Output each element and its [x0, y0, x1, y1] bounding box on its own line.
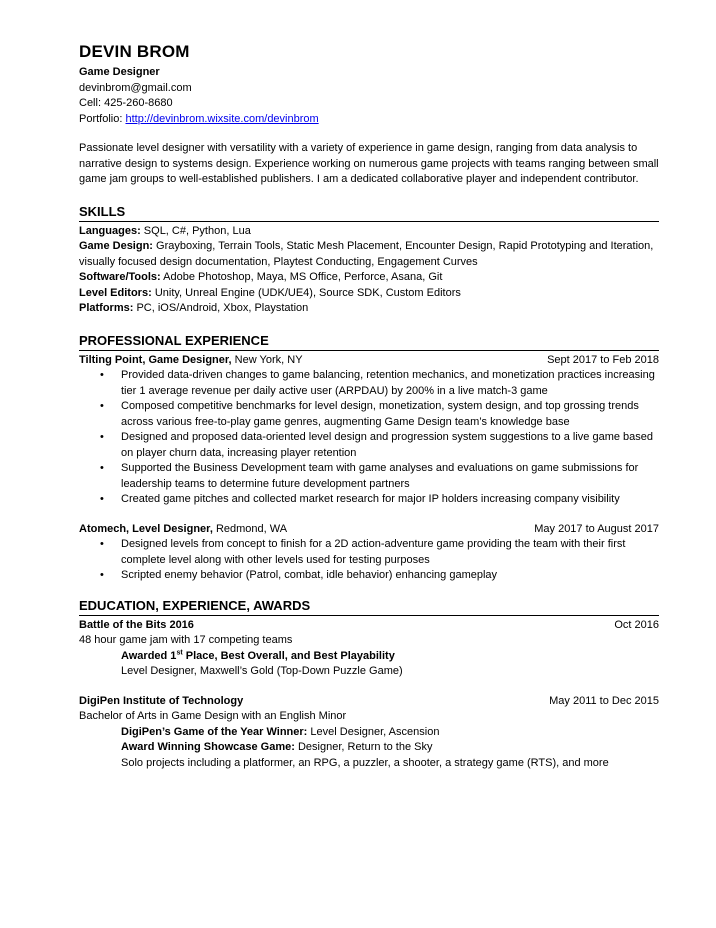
bullet-item: • Designed levels from concept to finish for a 2D action-adventure game providing the team with their first complete level along with other levels used for testing purposes [121, 537, 659, 568]
degree-text: Bachelor of Arts in Game Design with an English Minor [79, 710, 347, 722]
skill-value: Adobe Photoshop, Maya, MS Office, Perforce, Asana, Git [163, 271, 443, 283]
skill-item [79, 224, 659, 240]
skill-label: Level Editors: [79, 286, 152, 299]
award-line [79, 649, 659, 665]
portfolio-label: Portfolio: [79, 112, 123, 125]
resume-header [79, 42, 659, 127]
portfolio-link[interactable]: http://devinbrom.wixsite.com/devinbrom [125, 112, 319, 125]
skill-label: Languages: [79, 224, 141, 237]
job-header [79, 522, 659, 538]
award-text [121, 650, 395, 662]
bullet-item: • Created game pitches and collected market research for major IP holders increasing company visibility [121, 492, 659, 508]
job-bullets [79, 537, 659, 584]
job-location: Redmond, WA [215, 522, 288, 535]
job-header [79, 353, 659, 369]
award-pre: Awarded 1 [121, 649, 177, 662]
skill-item [79, 239, 659, 270]
job-bullets [79, 368, 659, 508]
candidate-role: Game Designer [79, 66, 160, 78]
education-title: EDUCATION, EXPERIENCE, AWARDS [79, 598, 659, 616]
bullet-item: • Scripted enemy behavior (Patrol, combat, idle behavior) enhancing gameplay [121, 568, 659, 584]
bullet-item: • Designed and proposed data-oriented level design and progression system suggestions to a live game based on player churn data, increasing player retention [121, 430, 659, 461]
phone-line [79, 96, 659, 112]
cell-number: 425-260-8680 [104, 97, 173, 109]
award-value: Designer, Return to the Sky [297, 741, 433, 753]
award-value: Level Designer, Ascension [310, 725, 440, 738]
event-header [79, 618, 659, 634]
event-role: Level Designer, Maxwell’s Gold (Top-Down Puzzle Game) [121, 665, 403, 677]
job-dates: Sept 2017 to Feb 2018 [547, 353, 659, 366]
experience-title: PROFESSIONAL EXPERIENCE [79, 333, 659, 351]
bullet-item: • Composed competitive benchmarks for level design, monetization, system design, and top grossing trends across various free-to-play game genres, augmenting Game Design team’s knowledge base [121, 399, 659, 430]
school-header [79, 694, 659, 710]
event-date: Oct 2016 [614, 618, 659, 631]
school-entry [79, 694, 659, 772]
cell-label: Cell: [79, 97, 102, 109]
skill-item [79, 286, 659, 302]
award-line [79, 725, 659, 741]
skill-value: Grayboxing, Terrain Tools, Static Mesh Placement, Encounter Design, Rapid Prototyping and Iteration, visually focused design documentation, Playtest Conducting, Engagement Curves [79, 240, 654, 268]
job-heading [79, 522, 287, 538]
job-title: Atomech, Level Designer, [79, 522, 213, 535]
job-entry [79, 522, 659, 584]
email-text: devinbrom@gmail.com [79, 81, 192, 94]
event-title: Battle of the Bits 2016 [79, 618, 194, 631]
school-dates: May 2011 to Dec 2015 [549, 694, 659, 707]
job-heading [79, 353, 303, 369]
skills-title: SKILLS [79, 204, 659, 222]
school-name: DigiPen Institute of Technology [79, 694, 244, 707]
job-dates: May 2017 to August 2017 [534, 522, 659, 535]
award-line [79, 740, 659, 756]
job-entry [79, 353, 659, 508]
award-label: Award Winning Showcase Game: [121, 741, 295, 753]
award-sup: st [176, 648, 183, 656]
skill-value: Unity, Unreal Engine (UDK/UE4), Source SDK, Custom Editors [154, 286, 461, 299]
skill-label: Platforms: [79, 302, 134, 314]
skill-item [79, 301, 659, 317]
job-location: New York, NY [234, 353, 303, 366]
bullet-item: • Provided data-driven changes to game balancing, retention mechanics, and monetization practices increasing tier 1 average revenue per daily active user (ARPDAU) by 200% in a live match-3 game [121, 368, 659, 399]
bullet-item: • Supported the Business Development team with game analyses and evaluations on game submissions for leadership teams to determine future development partners [121, 461, 659, 492]
event-entry [79, 618, 659, 680]
summary-paragraph: Passionate level designer with versatility with a variety of experience in game design, ranging from data analysis to narrative design to systems design. Experience working on numerous game projects with teams ranging between small game jam groups to well-established publishers. I am a dedicated collaborative player and independent contributor. [79, 142, 659, 185]
resume-page [79, 42, 659, 771]
skill-value: SQL, C#, Python, Lua [143, 224, 251, 237]
skill-label: Game Design: [79, 240, 153, 252]
skill-item [79, 270, 659, 286]
experience-section [79, 333, 659, 584]
education-section [79, 598, 659, 772]
solo-projects: Solo projects including a platformer, an RPG, a puzzler, a shooter, a strategy game (RTS), and more [121, 756, 609, 769]
event-description: 48 hour game jam with 17 competing teams [79, 634, 293, 646]
candidate-name: DEVIN BROM [79, 42, 190, 61]
award-label: DigiPen’s Game of the Year Winner: [121, 725, 308, 738]
skill-label: Software/Tools: [79, 271, 161, 283]
portfolio-line [79, 112, 659, 128]
job-title: Tilting Point, Game Designer, [79, 353, 232, 366]
skill-value: PC, iOS/Android, Xbox, Playstation [136, 302, 309, 314]
skills-section [79, 204, 659, 317]
award-post: Place, Best Overall, and Best Playability [182, 649, 395, 662]
